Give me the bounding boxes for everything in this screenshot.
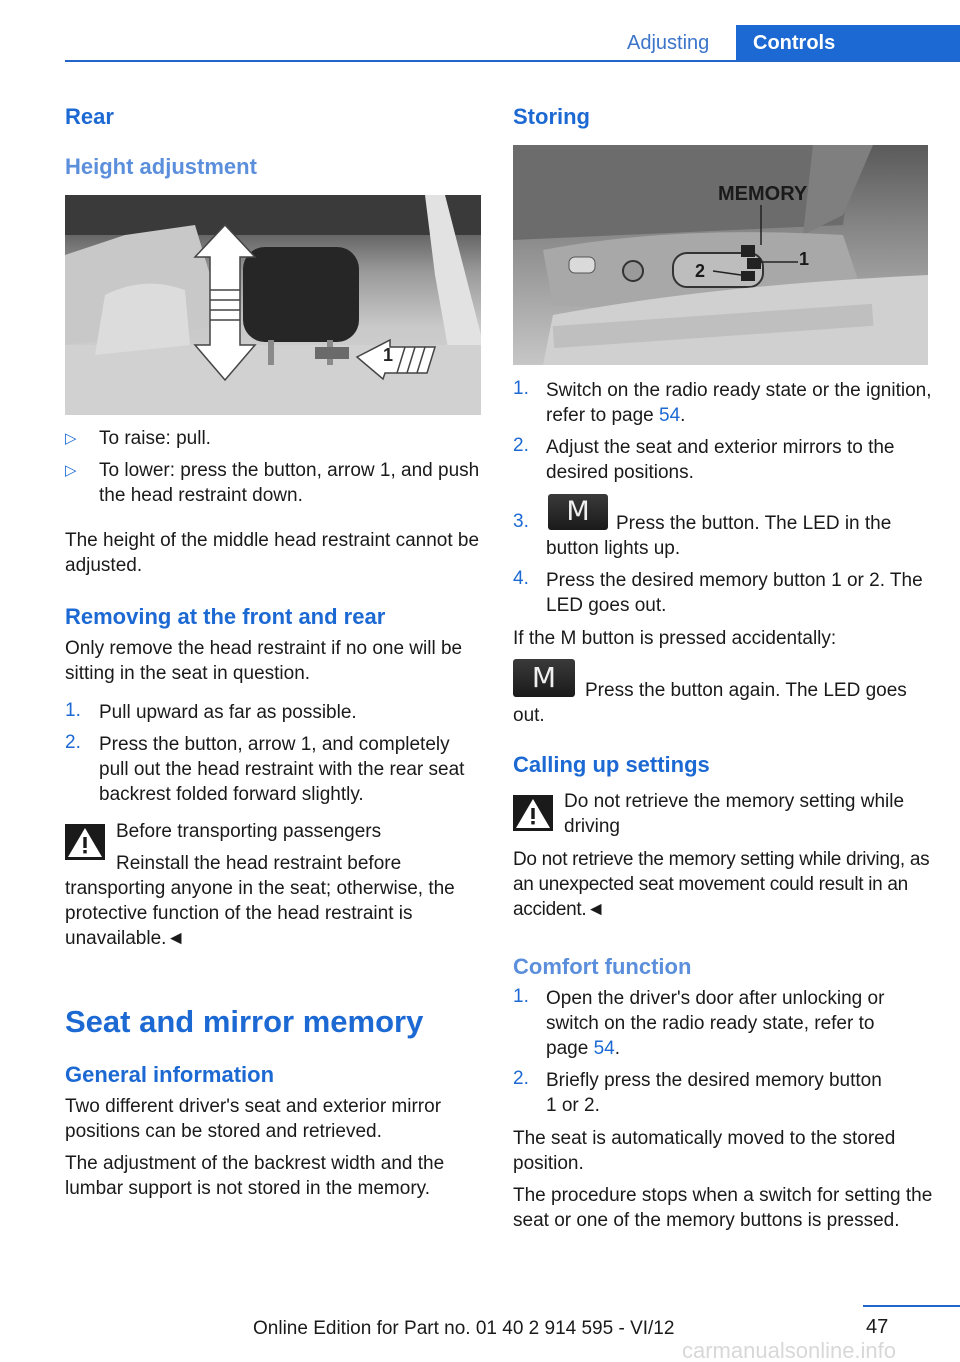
general-paragraph-1: Two different driver's seat and exterior mirror positions can be stored and retrieved.: [65, 1096, 442, 1142]
m-button-icon: M: [513, 659, 575, 697]
storing-step-2: [513, 435, 933, 485]
height-adjustment-heading: Height adjustment: [65, 154, 257, 179]
step-text: Pull upward as far as possible.: [99, 702, 357, 723]
photo-memory-label: MEMORY: [718, 183, 808, 205]
step-text: Briefly press the desired memory button 1 or 2.: [546, 1070, 882, 1116]
calling-warning-title: Do not retrieve the memory setting while driving: [564, 791, 905, 837]
step-text: Press the desired memory button 1 or 2. The LED goes out.: [546, 570, 923, 616]
photo-label-2: 2: [695, 261, 706, 281]
step-text: Press the button, arrow 1, and completely pull out the head restraint with the rear seat backrest folded forward slightly.: [99, 734, 465, 805]
list-item: [65, 732, 481, 807]
footer-rule: [863, 1305, 960, 1307]
step-text: Adjust the seat and exterior mirrors to the desired positions.: [546, 437, 895, 483]
seat-mirror-memory-heading: Seat and mirror memory: [65, 1004, 424, 1039]
watermark: carmanualsonline.info: [682, 1338, 897, 1362]
triangle-bullet-icon: ▷: [65, 462, 77, 479]
storing-step-4: [513, 568, 933, 618]
photo-arrow-label-1: 1: [383, 345, 394, 365]
removing-heading: Removing at the front and rear: [65, 604, 386, 629]
step-number: 1.: [65, 700, 81, 721]
rear-heading: Rear: [65, 104, 114, 129]
bullet-text: To lower: press the button, arrow 1, and push the head restraint down.: [99, 460, 480, 506]
page-number: 47: [866, 1316, 889, 1338]
step-number: 2.: [513, 1068, 529, 1089]
comfort-paragraph-2: The procedure stops when a switch for setting the seat or one of the memory buttons is pressed.: [513, 1185, 933, 1231]
page-link-54[interactable]: 54: [659, 405, 681, 426]
seat-memory-controls-photo: [513, 145, 928, 365]
step-number: 1.: [513, 378, 529, 399]
removing-steps: [65, 700, 481, 807]
step-number: 2.: [65, 732, 81, 753]
rear-head-restraint-photo: [65, 195, 481, 415]
header-chapter-tab: Controls: [736, 25, 960, 62]
edition-note: Online Edition for Part no. 01 40 2 914 595 - VI/12: [253, 1318, 675, 1339]
triangle-bullet-icon: ▷: [65, 430, 77, 447]
accidental-text: Press the button again. The LED goes out.: [513, 680, 907, 726]
page-link-54[interactable]: 54: [593, 1038, 615, 1059]
calling-warning-body: Do not retrieve the memory setting while driving, as an unexpected seat movement could result in an accident.◄: [513, 849, 930, 920]
step-text: Switch on the radio ready state or the ignition, refer to page 54.: [546, 380, 932, 426]
storing-step-1: [513, 378, 933, 428]
step-number: 1.: [513, 986, 529, 1007]
calling-up-settings-heading: Calling up settings: [513, 752, 710, 777]
comfort-function-heading: Comfort function: [513, 954, 692, 979]
step-number: 3.: [513, 511, 529, 532]
comfort-step-2: [513, 1068, 933, 1118]
step-text: Press the button. The LED in the button lights up.: [546, 513, 892, 559]
general-paragraph-2: The adjustment of the backrest width and the lumbar support is not stored in the memory.: [65, 1153, 445, 1199]
warning-body: Reinstall the head restraint before transporting anyone in the seat; otherwise, the protective function of the head restraint is unavailable.◄: [65, 853, 455, 949]
header-rule: [65, 60, 960, 62]
list-item: [65, 458, 481, 508]
warning-icon: [513, 795, 553, 831]
step-number: 2.: [513, 435, 529, 456]
accidental-intro: If the M button is pressed accidentally:: [513, 628, 837, 649]
list-item: [65, 700, 481, 725]
header-section: Adjusting: [627, 32, 710, 54]
step-number: 4.: [513, 568, 529, 589]
step-text: Open the driver's door after unlocking or switch on the radio ready state, refer to page 54.: [546, 988, 885, 1059]
comfort-paragraph-1: The seat is automatically moved to the stored position.: [513, 1128, 896, 1174]
photo-label-1: 1: [799, 249, 810, 269]
bullet-text: To raise: pull.: [99, 428, 211, 449]
middle-restraint-note: The height of the middle head restraint cannot be adjusted.: [65, 530, 480, 576]
storing-step-3: [513, 494, 933, 561]
storing-heading: Storing: [513, 104, 590, 129]
m-button-icon: M: [548, 494, 608, 530]
list-item: [65, 426, 481, 451]
height-bullet-list: [65, 426, 481, 508]
comfort-step-1: [513, 986, 933, 1061]
warning-title: Before transporting passengers: [116, 821, 382, 842]
removing-intro: Only remove the head restraint if no one will be sitting in the seat in question.: [65, 638, 463, 684]
general-information-heading: General information: [65, 1062, 275, 1087]
